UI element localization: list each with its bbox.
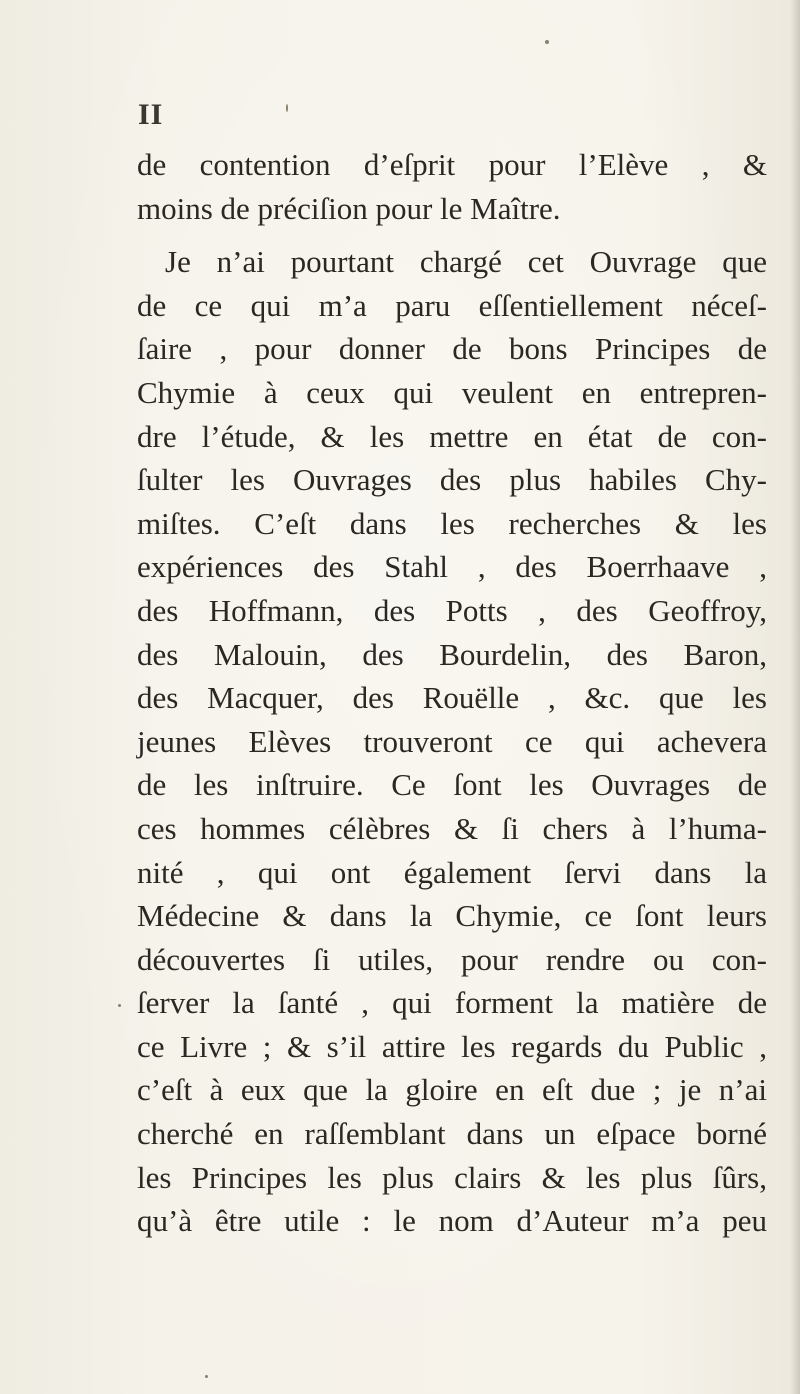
text-line: cherché en raſſemblant dans un eſpace borné xyxy=(137,1116,767,1152)
text-line: expériences des Stahl , des Boerrhaave , xyxy=(137,549,767,585)
paper-speck xyxy=(118,1004,121,1007)
paper-speck xyxy=(545,40,549,44)
text-line: les Principes les plus clairs & les plus ſûrs, xyxy=(137,1159,767,1195)
text-line: Médecine & dans la Chymie, ce ſont leurs xyxy=(137,898,767,934)
text-line: Chymie à ceux qui veulent en entrepren- xyxy=(137,374,767,410)
text-line: c’eſt à eux que la gloire en eſt due ; je n’ai xyxy=(137,1072,767,1108)
text-line: Je n’ai pourtant chargé cet Ouvrage que xyxy=(165,244,767,280)
text-line: ce Livre ; & s’il attire les regards du Public , xyxy=(137,1028,767,1064)
page-body-text xyxy=(137,143,767,1243)
text-line: découvertes ſi utiles, pour rendre ou con- xyxy=(137,941,767,977)
paragraph-main xyxy=(137,240,767,1243)
paper-speck xyxy=(205,1375,208,1378)
text-line: jeunes Elèves trouveront ce qui achevera xyxy=(137,723,767,759)
text-line: des Malouin, des Bourdelin, des Baron, xyxy=(137,636,767,672)
paragraph-continuation xyxy=(137,143,767,230)
text-line: des Macquer, des Rouëlle , &c. que les xyxy=(137,680,767,716)
paper-speck xyxy=(286,104,288,112)
page-edge-shadow xyxy=(790,0,800,1394)
text-line: ſulter les Ouvrages des plus habiles Chy- xyxy=(137,462,767,498)
text-line: de ce qui m’a paru eſſentiellement néceſ- xyxy=(137,287,767,323)
text-line: miſtes. C’eſt dans les recherches & les xyxy=(137,505,767,541)
text-line: dre l’étude, & les mettre en état de con- xyxy=(137,418,767,454)
text-line: moins de préciſion pour le Maître. xyxy=(137,190,561,226)
page-number: II xyxy=(138,98,164,131)
text-line: qu’à être utile : le nom d’Auteur m’a peu xyxy=(137,1203,767,1239)
text-line: de contention d’eſprit pour l’Elève , & xyxy=(137,147,767,182)
text-line: ces hommes célèbres & ſi chers à l’huma- xyxy=(137,810,767,846)
text-line: ſerver la ſanté , qui forment la matière de xyxy=(137,985,767,1021)
text-line: de les inſtruire. Ce ſont les Ouvrages de xyxy=(137,767,767,803)
text-line: des Hoffmann, des Potts , des Geoffroy, xyxy=(137,592,767,628)
text-line: ſaire , pour donner de bons Principes de xyxy=(137,331,767,367)
text-line: nité , qui ont également ſervi dans la xyxy=(137,854,767,890)
paragraph-gap xyxy=(137,230,767,240)
